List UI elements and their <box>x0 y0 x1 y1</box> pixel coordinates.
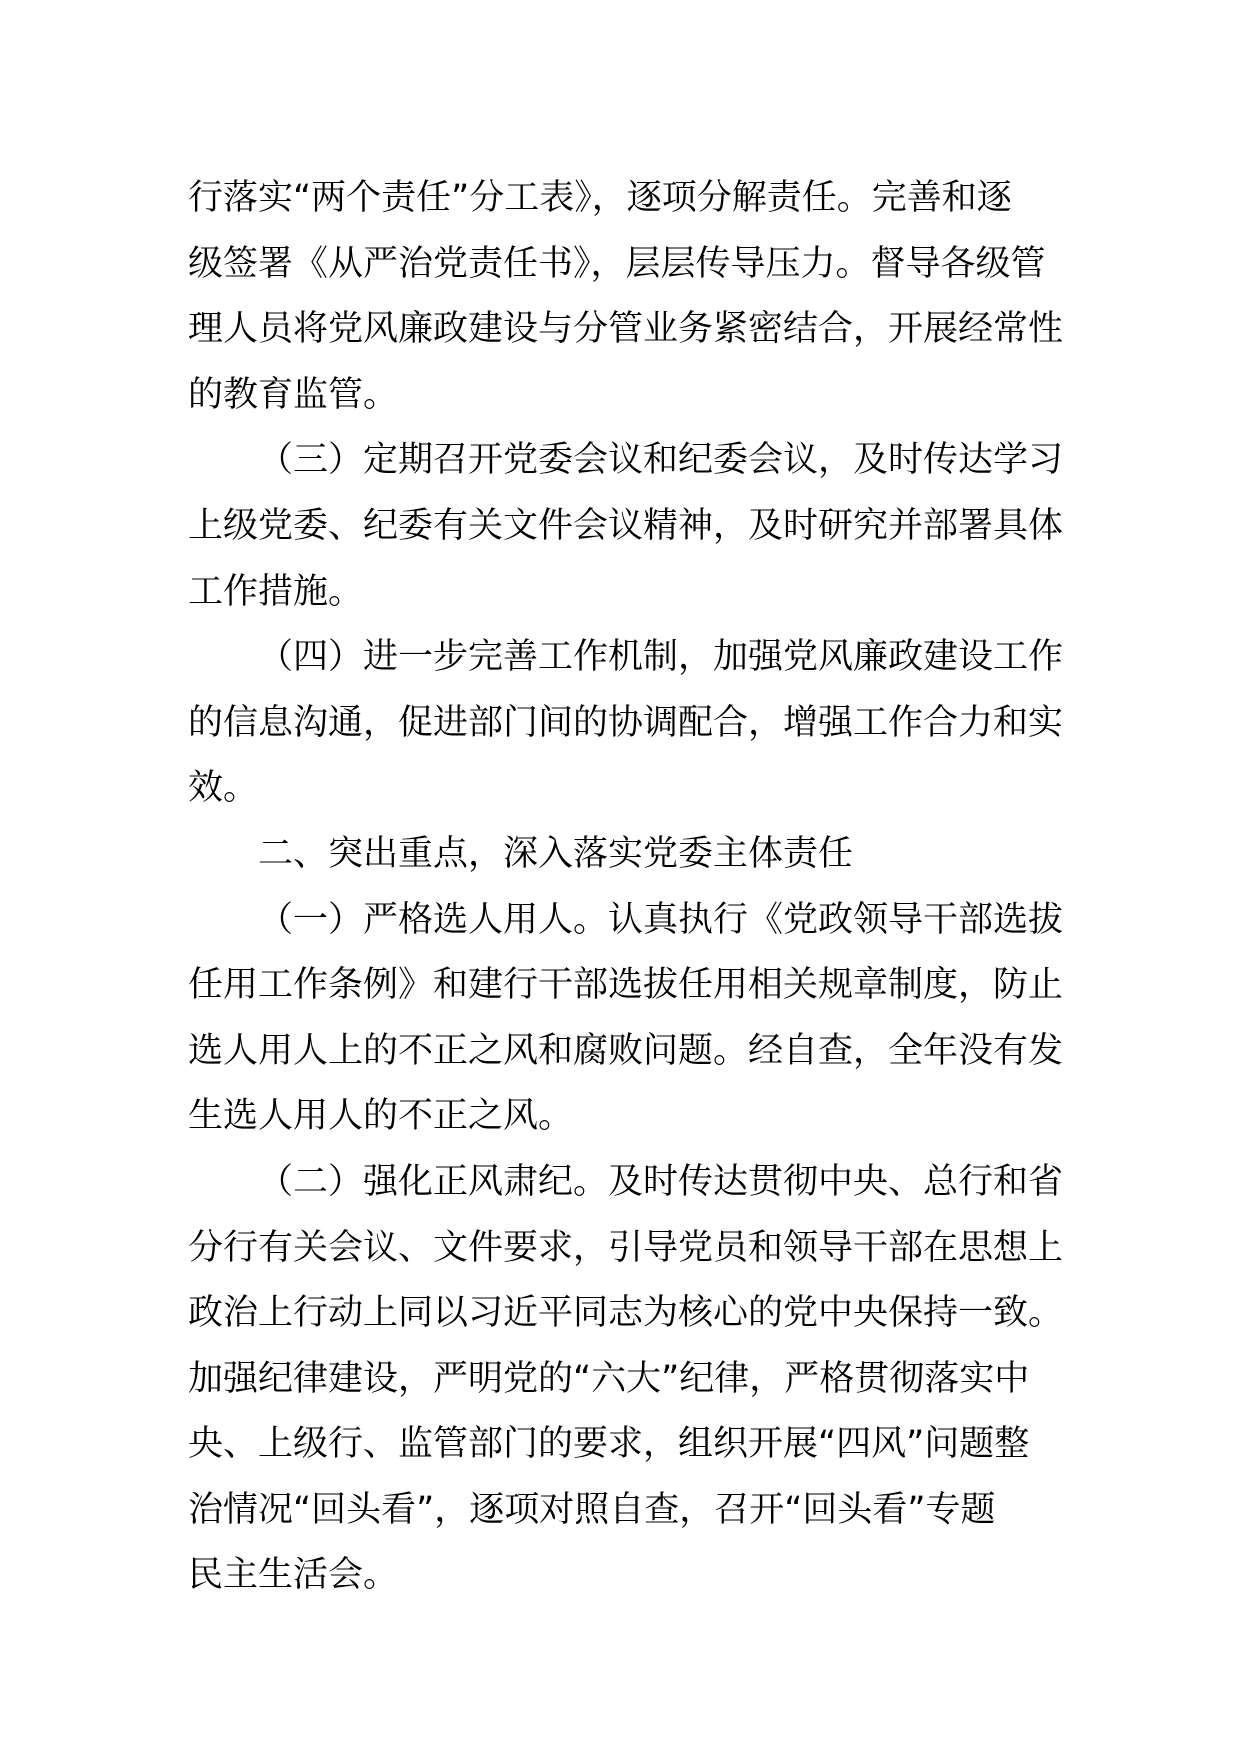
text-line: 生选人用人的不正之风。 <box>188 1096 574 1137</box>
text-line: 上级党委、纪委有关文件会议精神，及时研究并部署具体 <box>188 505 1064 546</box>
text-line: 行落实“两个责任”分工表》，逐项分解责任。完善和逐 <box>188 178 1012 218</box>
paragraph-start-line: （一）严格选人用人。认真执行《党政领导干部选拔 <box>258 899 1064 940</box>
paragraph-start-line: （二）强化正风肃纪。及时传达贯彻中央、总行和省 <box>258 1161 1064 1202</box>
text-line: 政治上行动上同以习近平同志为核心的党中央保持一致。 <box>188 1293 1064 1334</box>
document-body <box>188 166 1064 1609</box>
text-line: 加强纪律建设，严明党的“六大”纪律，严格贯彻落实中 <box>188 1358 1030 1399</box>
paragraph-start-line: （四）进一步完善工作机制，加强党风廉政建设工作 <box>258 637 1064 678</box>
text-line: 央、上级行、监管部门的要求，组织开展“四风”问题整 <box>188 1424 1030 1465</box>
text-line: 民主生活会。 <box>188 1555 399 1596</box>
text-line: 治情况“回头看”，逐项对照自查，召开“回头看”专题 <box>188 1489 996 1530</box>
paragraph-start-line: （三）定期召开党委会议和纪委会议，及时传达学习 <box>258 440 1064 481</box>
text-line: 分行有关会议、文件要求，引导党员和领导干部在思想上 <box>188 1227 1064 1268</box>
text-line: 选人用人上的不正之风和腐败问题。经自查，全年没有发 <box>188 1030 1064 1071</box>
text-line: 工作措施。 <box>188 571 364 612</box>
text-line: 的信息沟通，促进部门间的协调配合，增强工作合力和实 <box>188 702 1064 743</box>
text-line: 理人员将党风廉政建设与分管业务紧密结合，开展经常性 <box>188 309 1064 350</box>
text-line: 任用工作条例》和建行干部选拔任用相关规章制度，防止 <box>188 965 1064 1006</box>
text-line: 的教育监管。 <box>188 374 399 415</box>
section-heading: 二、突出重点，深入落实党委主体责任 <box>258 833 854 874</box>
text-line: 级签署《从严治党责任书》，层层传导压力。督导各级管 <box>188 243 1046 284</box>
text-line: 效。 <box>188 768 259 809</box>
